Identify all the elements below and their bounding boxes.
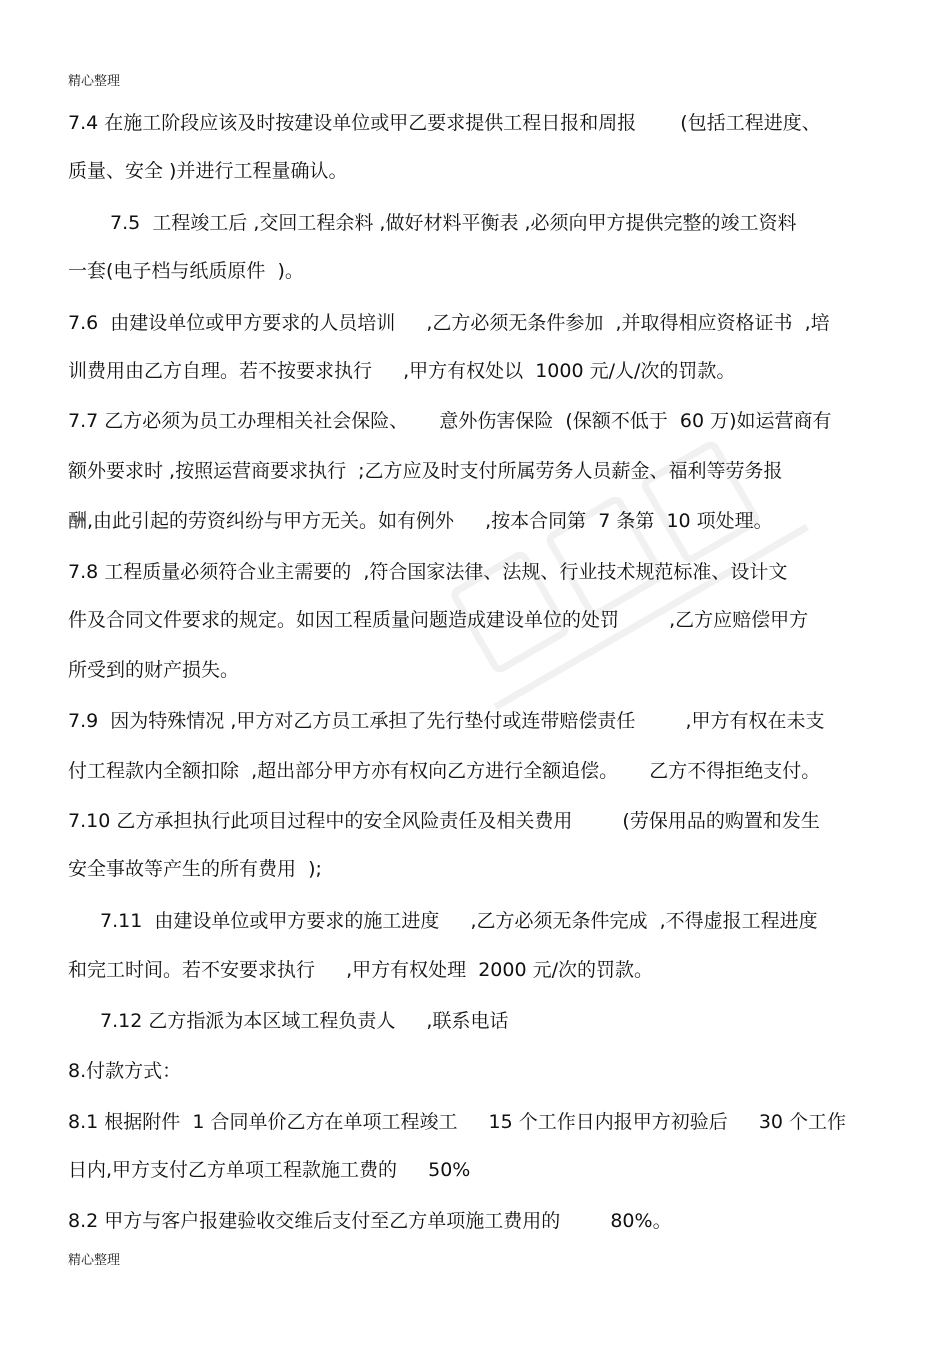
page-header: 精心整理 [68, 74, 121, 89]
text-line: 8.2 甲方与客户报建验收交维后支付至乙方单项施工费用的 80%。 [68, 1210, 672, 1232]
text-line: 7.4 在施工阶段应该及时按建设单位或甲乙要求提供工程日报和周报 (包括工程进度、 [68, 112, 821, 134]
text-line: 质量、安全 )并进行工程量确认。 [68, 160, 348, 182]
text-line: 7.5 工程竣工后 ,交回工程余料 ,做好材料平衡表 ,必须向甲方提供完整的竣工资料 [110, 212, 797, 234]
text-line: 8.1 根据附件 1 合同单价乙方在单项工程竣工 15 个工作日内报甲方初验后 30 个工作 [68, 1111, 847, 1133]
text-line: 7.12 乙方指派为本区域工程负责人 ,联系电话 [100, 1010, 509, 1032]
text-line: 和完工时间。若不安要求执行 ,甲方有权处理 2000 元/次的罚款。 [68, 959, 653, 981]
text-line: 8.付款方式： [68, 1060, 182, 1082]
text-line: 7.11 由建设单位或甲方要求的施工进度 ,乙方必须无条件完成 ,不得虚报工程进度 [100, 910, 818, 932]
text-line: 日内,甲方支付乙方单项工程款施工费的 50% [68, 1159, 471, 1181]
text-line: 7.8 工程质量必须符合业主需要的 ,符合国家法律、法规、行业技术规范标准、设计文 [68, 561, 788, 583]
text-line: 所受到的财产损失。 [68, 659, 240, 681]
text-line: 额外要求时 ,按照运营商要求执行 ;乙方应及时支付所属劳务人员薪金、福利等劳务报 [68, 460, 783, 482]
text-line: 安全事故等产生的所有费用 ); [68, 858, 322, 880]
text-line: 付工程款内全额扣除 ,超出部分甲方亦有权向乙方进行全额追偿。 乙方不得拒绝支付。 [68, 760, 821, 782]
text-line: 酬,由此引起的劳资纠纷与甲方无关。如有例外 ,按本合同第 7 条第 10 项处理。 [68, 510, 773, 532]
page-footer: 精心整理 [68, 1253, 121, 1268]
text-line: 训费用由乙方自理。若不按要求执行 ,甲方有权处以 1000 元/人/次的罚款。 [68, 360, 736, 382]
text-line: 7.10 乙方承担执行此项目过程中的安全风险责任及相关费用 (劳保用品的购置和发生 [68, 810, 820, 832]
text-line: 件及合同文件要求的规定。如因工程质量问题造成建设单位的处罚 ,乙方应赔偿甲方 [68, 609, 809, 631]
text-line: 一套(电子档与纸质原件 )。 [68, 260, 304, 282]
text-line: 7.9 因为特殊情况 ,甲方对乙方员工承担了先行垫付或连带赔偿责任 ,甲方有权在未支 [68, 710, 825, 732]
text-line: 7.6 由建设单位或甲方要求的人员培训 ,乙方必须无条件参加 ,并取得相应资格证书 ,培 [68, 312, 830, 334]
text-line: 7.7 乙方必须为员工办理相关社会保险、 意外伤害保险 (保额不低于 60 万)如运营商有 [68, 410, 832, 432]
